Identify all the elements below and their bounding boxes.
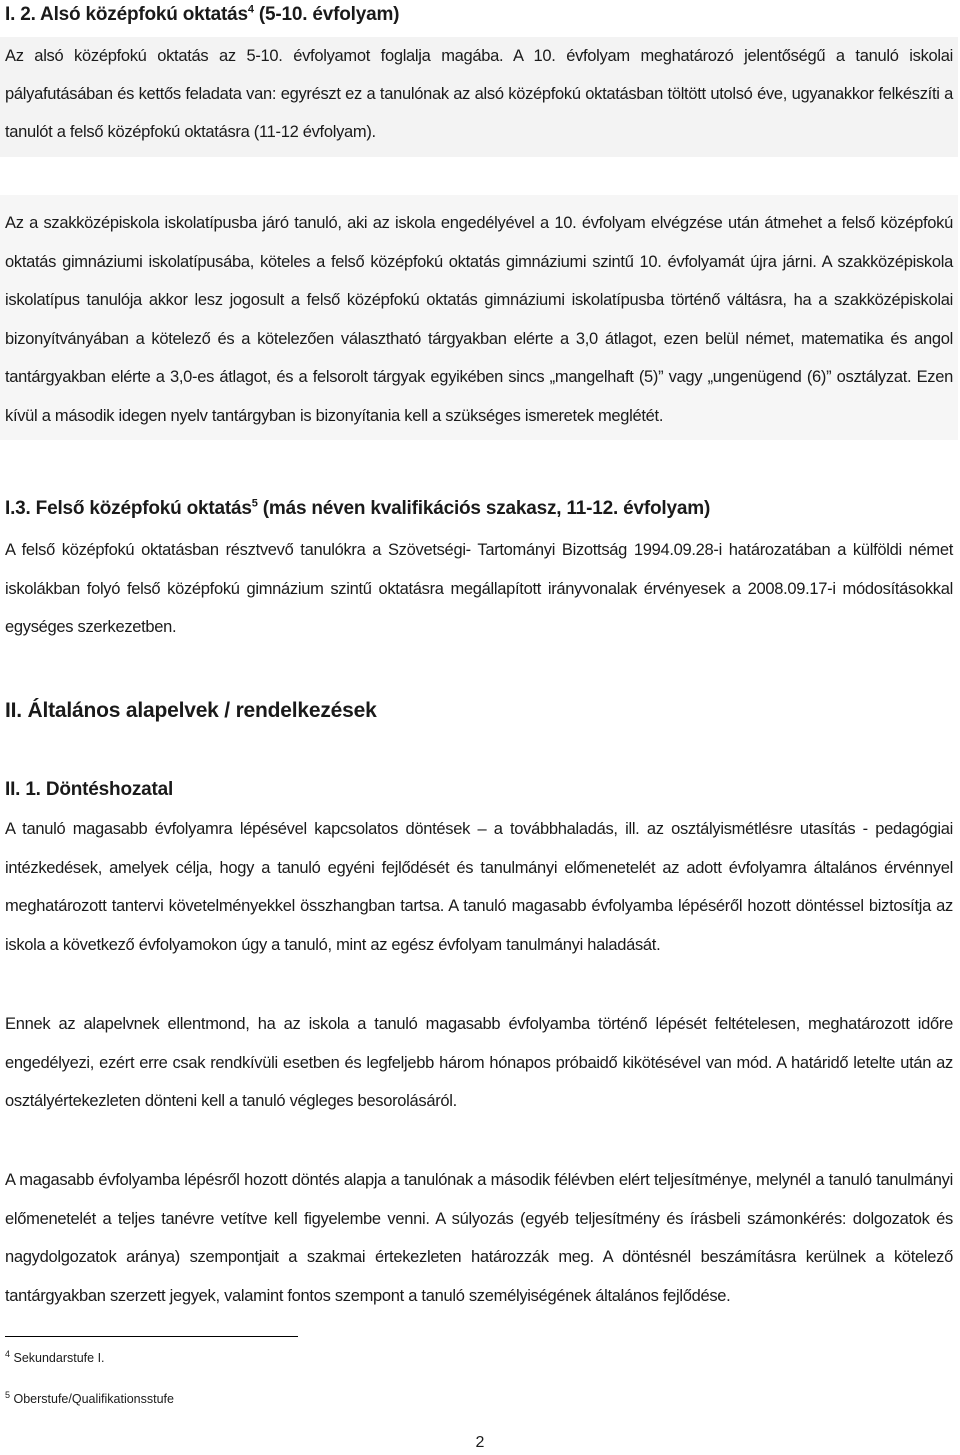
footnote-number: 4 — [5, 1348, 11, 1359]
footnote-number: 5 — [5, 1389, 11, 1400]
footnote-text: Sekundarstufe I. — [10, 1351, 105, 1365]
page-number: 2 — [475, 1434, 485, 1451]
paragraph: A tanuló magasabb évfolyamra lépésével kapcsolatos döntések – a továbbhaladás, ill. az osztályismétlésre utasítás - pedagógiai intézkedések, amelyek célja, hogy a tanuló egyéni fejlődését és tanulmányi előmenetelét az adott évfolyamra általános érvénnyel meghatározott tantervi követelményekkel összhangban tartsa. A tanuló magasabb évfolyamba lépéséről hozott döntéssel biztosítja az iskola a következő évfolyamokon úgy a tanuló, mint az egész évfolyam tanulmányi haladását. — [5, 820, 953, 954]
paragraph: A felső középfokú oktatásban résztvevő tanulókra a Szövetségi- Tartományi Bizottság 1994.09.28-i határozatában a külföldi német iskolákban folyó felső középfokú gimnázium szintű oktatásra megállapított irányvonalak érvényesek a 2008.09.17-i módosításokkal egységes szerkezetben. — [5, 541, 953, 636]
footnote-text: Oberstufe/Qualifikationsstufe — [10, 1392, 174, 1406]
footnote-ref[interactable]: 4 — [247, 3, 254, 16]
paragraph: Ennek az alapelvnek ellentmond, ha az iskola a tanuló magasabb évfolyamba történő lépését feltételesen, meghatározott időre engedélyezi, ezért erre csak rendkívüli esetben és legfeljebb három hónapos próbaidő kikötésével van mód. A határidő letelte után az osztályértekezleten dönteni kell a tanuló végleges besorolásáról. — [5, 1015, 953, 1110]
footnote — [5, 1350, 105, 1366]
section-heading-ii1: II. 1. Döntéshozatal — [5, 779, 174, 800]
paragraph: A magasabb évfolyamba lépésről hozott döntés alapja a tanulónak a második félévben elért teljesítménye, melynél a tanuló tanulmányi előmenetelét a teljes tanévre vetítve kell figyelembe venni. A súlyozás (egyéb teljesítmény és írásbeli számonkérés: dolgozatok és nagydolgozatok aránya) szempontjait a szakmai értekezleten határozzák meg. A döntésnél beszámításra kerülnek a kötelező tantárgyakban szerzett jegyek, valamint fontos szempont a tanuló személyiségének általános fejlődése. — [5, 1171, 953, 1305]
section-heading-ii: II. Általános alapelvek / rendelkezések — [5, 699, 377, 722]
paragraph: Az a szakközépiskola iskolatípusba járó tanuló, aki az iskola engedélyével a 10. évfolyam elvégzése után átmehet a felső középfokú oktatás gimnáziumi iskolatípusába, köteles a felső középfokú oktatás gimnáziumi szintű 10. évfolyamát újra járni. A szakközépiskola iskolatípus tanulója akkor lesz jogosult a felső középfokú oktatás gimnáziumi iskolatípusba történő váltásra, ha a szakközépiskolai bizonyítványában a kötelező és a kötelezően választható tárgyakban elérte a 3,0 átlagot, ezen belül német, matematika és angol tantárgyakban elérte a 3,0-es átlagot, és a felsorolt tárgyak egyikében sincs „mangelhaft (5)” vagy „ungenügend (6)” osztályzat. Ezen kívül a második idegen nyelv tantárgyban is bizonyítania kell a szükséges ismeretek meglétét. — [5, 214, 953, 425]
footnote-ref[interactable]: 5 — [251, 497, 258, 510]
footnote-divider — [5, 1336, 298, 1337]
section-heading-i3 — [5, 496, 953, 522]
paragraph: Az alsó középfokú oktatás az 5-10. évfolyamot foglalja magába. A 10. évfolyam meghatározó jelentőségű a tanuló iskolai pályafutásában és kettős feladata van: egyrészt ez a tanulónak az alsó középfokú oktatásban töltött utolsó éve, ugyanakkor felkészíti a tanulót a felső középfokú oktatásra (11-12 évfolyam). — [5, 47, 953, 141]
footnote — [5, 1391, 174, 1407]
heading-text: (más néven kvalifikációs szakasz, 11-12. évfolyam) — [257, 498, 711, 519]
section-heading-i2 — [5, 2, 953, 28]
heading-text: (5-10. évfolyam) — [253, 4, 400, 25]
heading-text: I.3. Felső középfokú oktatás — [5, 498, 252, 519]
heading-text: I. 2. Alsó középfokú oktatás — [5, 4, 248, 25]
